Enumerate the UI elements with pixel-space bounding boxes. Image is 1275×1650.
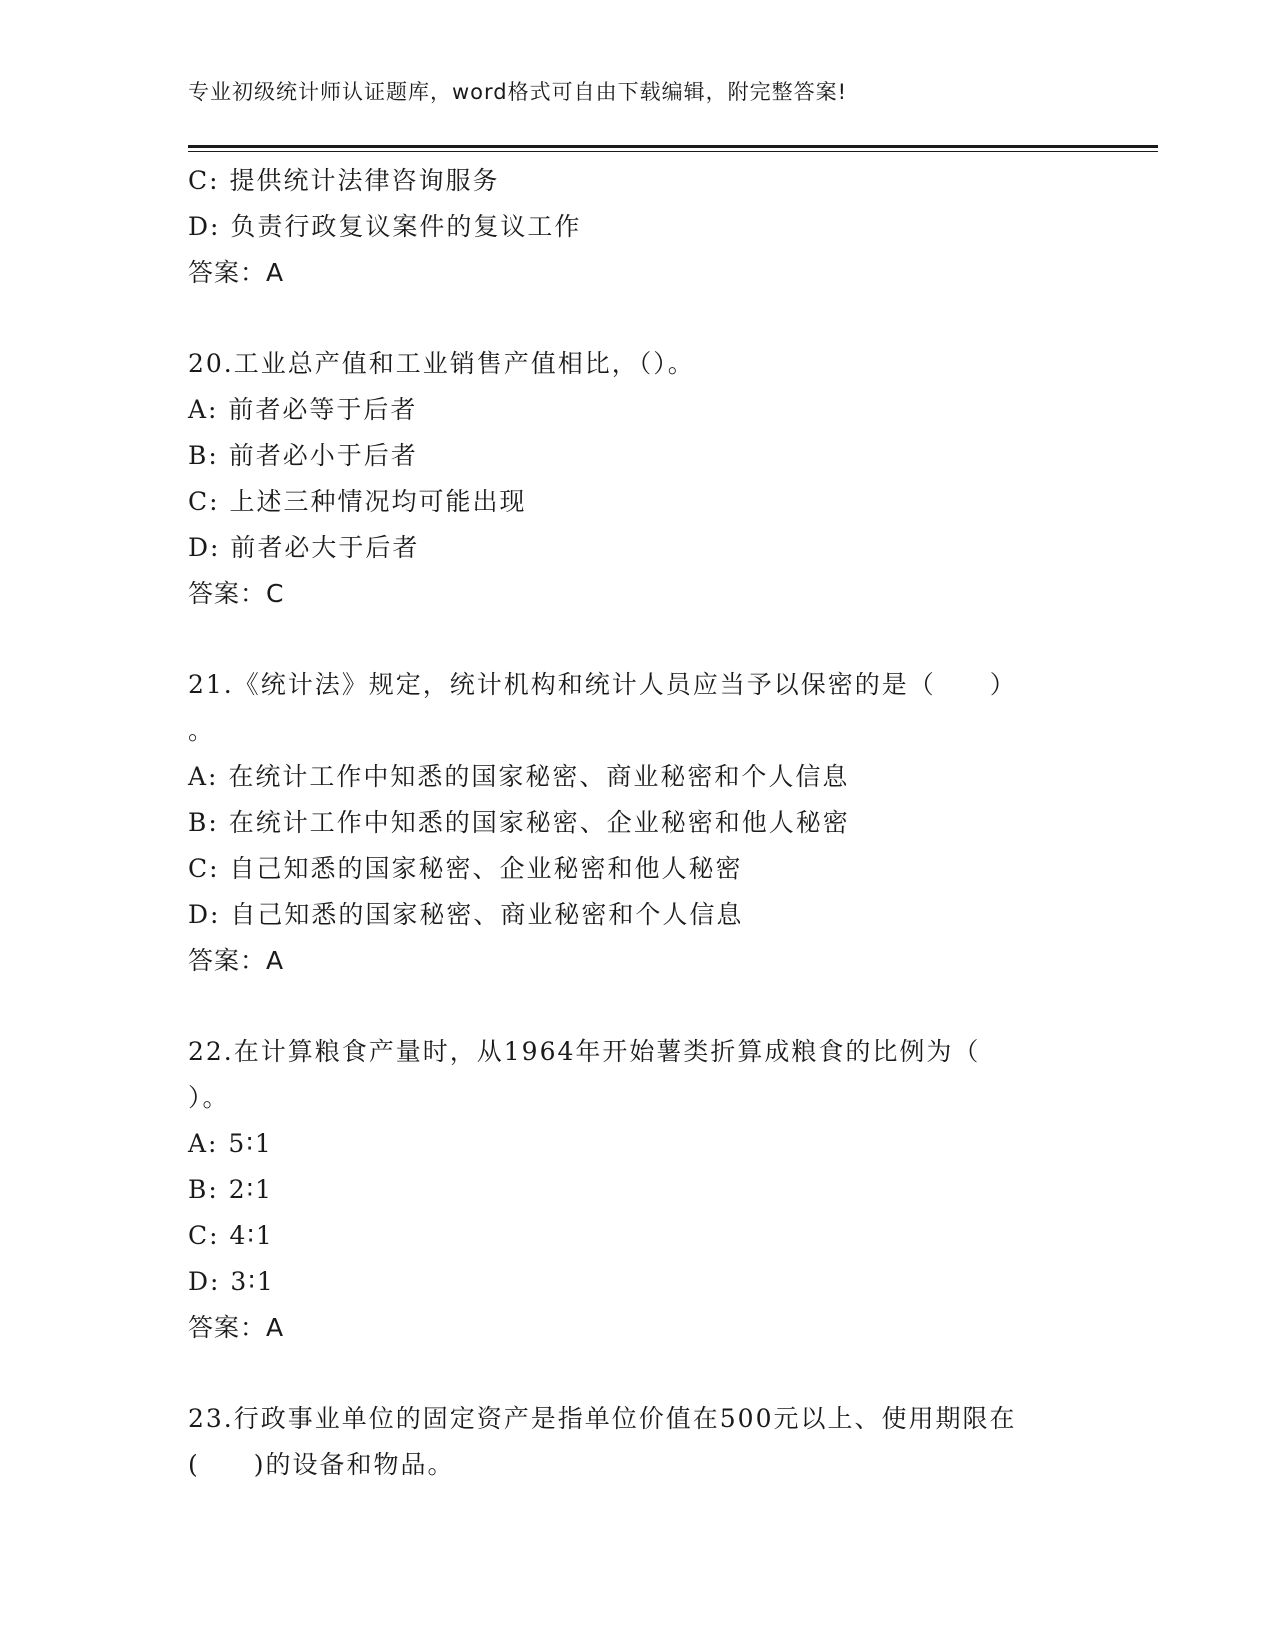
answer: 答案：A bbox=[188, 258, 285, 287]
option: C: 上述三种情况均可能出现 bbox=[188, 487, 527, 516]
option: C: 4∶1 bbox=[188, 1221, 274, 1250]
question-20 bbox=[188, 341, 1088, 617]
question-21 bbox=[188, 662, 1088, 984]
option: D: 负责行政复议案件的复议工作 bbox=[188, 212, 582, 241]
header-rule-thin bbox=[188, 151, 1158, 152]
answer: 答案：A bbox=[188, 1313, 285, 1342]
option: A: 5∶1 bbox=[188, 1129, 273, 1158]
header-rule-thick bbox=[188, 145, 1158, 148]
option: B: 在统计工作中知悉的国家秘密、企业秘密和他人秘密 bbox=[188, 808, 850, 837]
question-content bbox=[188, 158, 1088, 1488]
spacer bbox=[188, 617, 1088, 662]
page-header: 专业初级统计师认证题库，word格式可自由下载编辑，附完整答案! bbox=[188, 80, 848, 104]
question-text: 20.工业总产值和工业销售产值相比，（）。 bbox=[188, 349, 695, 378]
partial-question bbox=[188, 158, 1088, 296]
option: C: 自己知悉的国家秘密、企业秘密和他人秘密 bbox=[188, 854, 743, 883]
option: D: 3∶1 bbox=[188, 1267, 275, 1296]
option: B: 2∶1 bbox=[188, 1175, 274, 1204]
question-23 bbox=[188, 1396, 1088, 1488]
option: A: 前者必等于后者 bbox=[188, 395, 418, 424]
question-text: 。 bbox=[188, 716, 216, 745]
question-22 bbox=[188, 1029, 1088, 1351]
option: A: 在统计工作中知悉的国家秘密、商业秘密和个人信息 bbox=[188, 762, 850, 791]
question-text: 21.《统计法》规定，统计机构和统计人员应当予以保密的是（ ） bbox=[188, 670, 1017, 699]
option: D: 自己知悉的国家秘密、商业秘密和个人信息 bbox=[188, 900, 744, 929]
answer: 答案：C bbox=[188, 579, 285, 608]
option: B: 前者必小于后者 bbox=[188, 441, 418, 470]
question-text: 23.行政事业单位的固定资产是指单位价值在500元以上、使用期限在 bbox=[188, 1404, 1017, 1433]
question-text: 22.在计算粮食产量时，从1964年开始薯类折算成粮食的比例为（ bbox=[188, 1037, 981, 1066]
question-text: ( )的设备和物品。 bbox=[188, 1450, 455, 1479]
spacer bbox=[188, 296, 1088, 341]
answer: 答案：A bbox=[188, 946, 285, 975]
option: D: 前者必大于后者 bbox=[188, 533, 420, 562]
question-text: ）。 bbox=[188, 1083, 230, 1112]
spacer bbox=[188, 984, 1088, 1029]
spacer bbox=[188, 1351, 1088, 1396]
option: C: 提供统计法律咨询服务 bbox=[188, 166, 500, 195]
